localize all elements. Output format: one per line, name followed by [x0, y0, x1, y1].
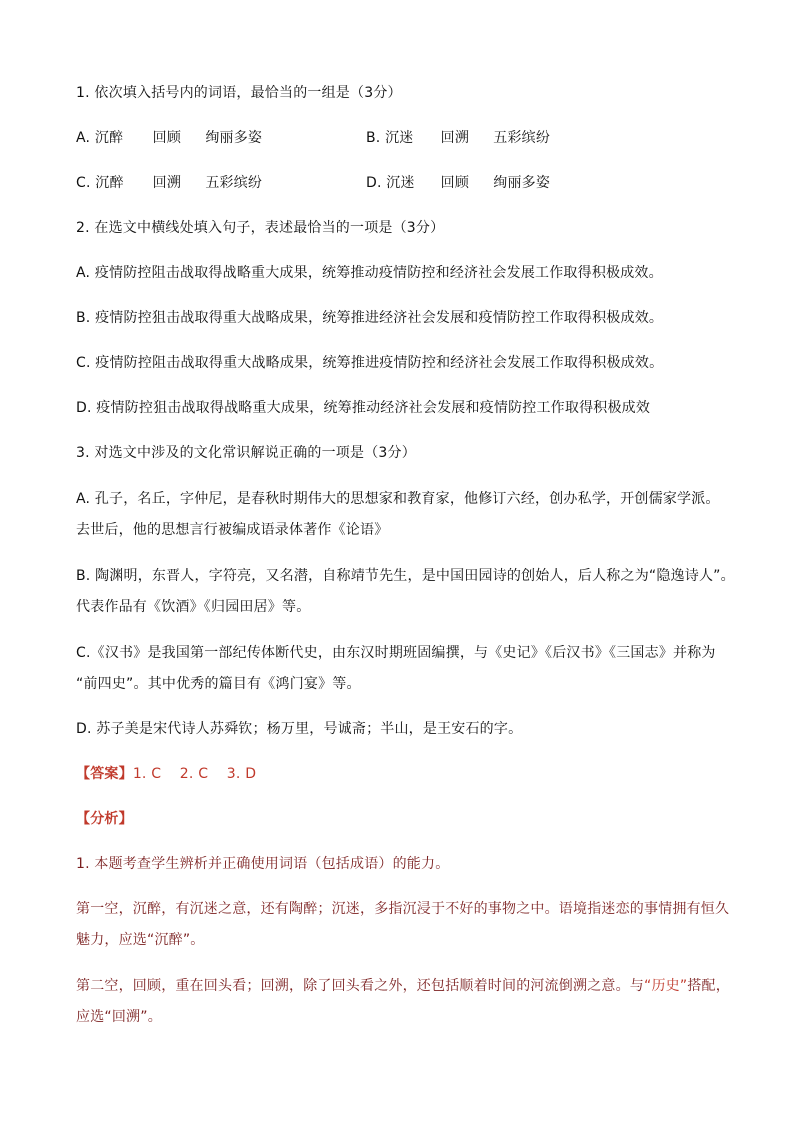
analysis-row: [76, 812, 133, 826]
answer-row: [76, 767, 256, 781]
q2-option-a: A. 疫情防控阻击战取得战略重大成果，统筹推动疫情防控和经济社会发展工作取得积极成效。: [76, 265, 663, 281]
q1-stem: 1. 依次填入括号内的词语，最恰当的一组是（3分）: [76, 85, 402, 101]
analysis-paragraph-3-text-a: 第二空，回顾，重在回头看；回溯，除了回头看之外，还包括顺着时间的河流倒溯之意。与: [76, 978, 644, 994]
q1-option-row-ab: [76, 131, 550, 145]
q3-option-b-line1: B. 陶渊明，东晋人，字符亮，又名潜，自称靖节先生，是中国田园诗的创始人，后人称之为“隐逸诗人”。: [76, 568, 735, 584]
answer-text: 1. C 2. C 3. D: [132, 766, 257, 782]
q3-option-a-line2: 去世后，他的思想言行被编成语录体著作《论语》: [76, 522, 389, 538]
q3-option-a-line1: A. 孔子，名丘，字仲尼，是春秋时期伟大的思想家和教育家，他修订六经，创办私学，开创儒家学派。: [76, 491, 720, 507]
q3-option-c-line1: C.《汉书》是我国第一部纪传体断代史，由东汉时期班固编撰，与《史记》《后汉书》《三国志》并称为: [76, 645, 716, 661]
q2-stem: 2. 在选文中横线处填入句子，表述最恰当的一项是（3分）: [76, 220, 445, 236]
q1-option-c-word3: 五彩缤纷: [205, 175, 263, 191]
q2-option-d: D. 疫情防控狙击战取得战略重大成果，统筹推动经济社会发展和疫情防控工作取得积极成效: [76, 400, 651, 416]
q1-option-c-word1: C. 沉醉: [76, 175, 124, 191]
analysis-paragraph-2-line1: 第一空，沉醉，有沉迷之意，还有陶醉；沉迷，多指沉浸于不好的事物之中。语境指迷恋的事情拥有恒久: [76, 901, 730, 917]
q1-option-a-word1: A. 沉醉: [76, 130, 124, 146]
q1-option-a-word3: 绚丽多姿: [205, 130, 263, 146]
q3-option-b-line2: 代表作品有《饮酒》《归园田居》等。: [76, 599, 311, 615]
q1-option-b-word2: 回溯: [440, 130, 470, 146]
q1-option-row-cd: [76, 176, 550, 190]
analysis-paragraph-1: 1. 本题考查学生辨析并正确使用词语（包括成语）的能力。: [76, 856, 450, 872]
answer-label: 【答案】: [76, 766, 133, 782]
q1-option-b-word1: B. 沉迷: [365, 130, 414, 146]
analysis-paragraph-3-text-c: 搭配，: [687, 978, 730, 994]
analysis-highlight-history: “历史”: [644, 978, 688, 994]
analysis-paragraph-3-line1: [76, 979, 730, 993]
q3-option-c-line2: “前四史”。其中优秀的篇目有《鸿门宴》等。: [76, 676, 361, 692]
analysis-paragraph-2-line2: 魅力，应选“沉醉”。: [76, 932, 205, 948]
q3-stem: 3. 对选文中涉及的文化常识解说正确的一项是（3分）: [76, 445, 416, 461]
q1-option-b-word3: 五彩缤纷: [493, 130, 551, 146]
q2-option-c: C. 疫情防控阻击战取得重大战略成果，统筹推进疫情防控和经济社会发展工作取得积极成效。: [76, 355, 664, 371]
q1-option-d-word2: 回顾: [440, 175, 470, 191]
q1-option-a-word2: 回顾: [152, 130, 182, 146]
q2-option-b: B. 疫情防控狙击战取得重大战略成果，统筹推进经济社会发展和疫情防控工作取得积极成效。: [76, 310, 664, 326]
q1-option-c-word2: 回溯: [152, 175, 182, 191]
q3-option-d: D. 苏子美是宋代诗人苏舜钦；杨万里，号诚斋；半山，是王安石的字。: [76, 721, 523, 737]
analysis-paragraph-3-line2: 应选“回溯”。: [76, 1009, 162, 1025]
q1-option-d-word1: D. 沉迷: [365, 175, 415, 191]
q1-option-d-word3: 绚丽多姿: [493, 175, 551, 191]
analysis-label: 【分析】: [76, 811, 133, 827]
